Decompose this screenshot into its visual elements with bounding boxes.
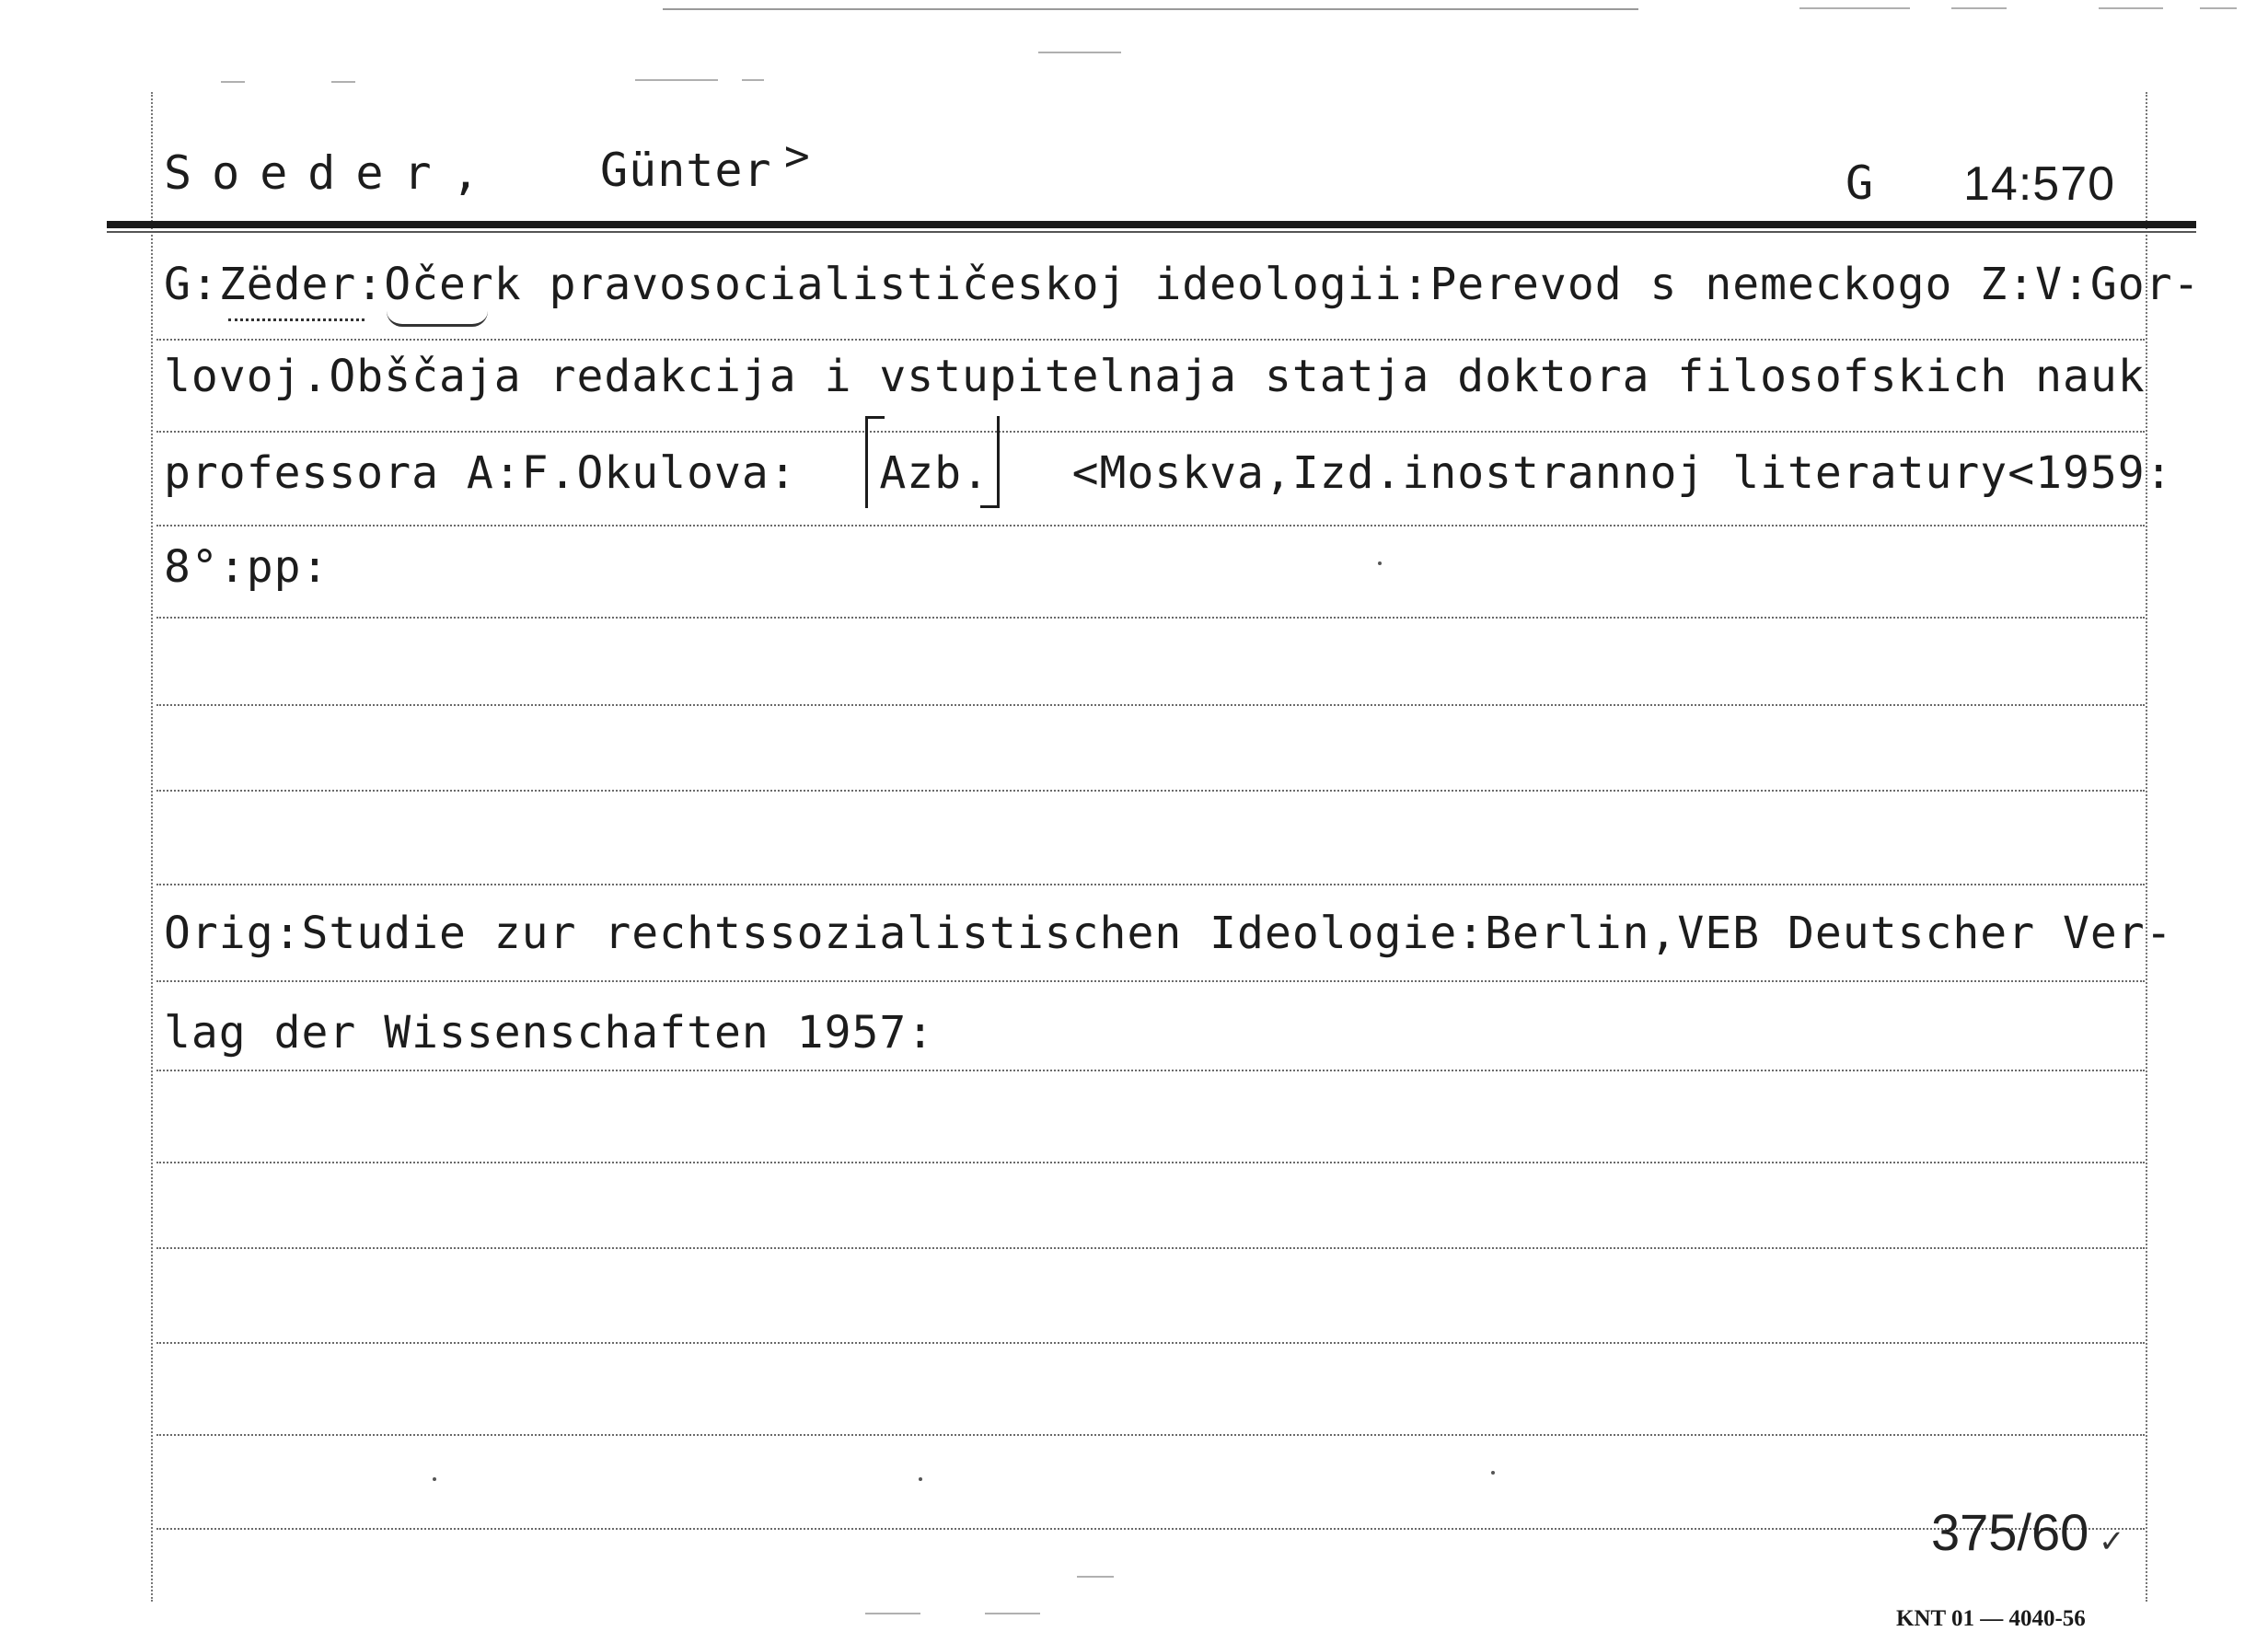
bottom-dash (985, 1613, 1040, 1614)
body-line-1: G:Zëder:Očerk pravosocialističeskoj ideologii:Perevod s nemeckogo Z:V:Gor- (164, 259, 2201, 310)
handwritten-accession-number: 375/60 (1931, 1503, 2089, 1561)
speck (1491, 1471, 1495, 1475)
check-mark-icon: ✓ (2099, 1524, 2125, 1559)
top-dash (1799, 7, 1910, 9)
form-code: KNT 01 — 4040-56 (1896, 1606, 2086, 1631)
ruled-line (156, 1434, 2145, 1436)
top-dash (331, 81, 355, 83)
underline-mark (228, 318, 364, 321)
top-dash (1038, 52, 1121, 53)
right-margin-line (2146, 92, 2147, 1602)
bottom-dash (1077, 1576, 1114, 1578)
left-margin-line (151, 92, 153, 1602)
ruled-line (156, 980, 2145, 982)
ruled-line (156, 1247, 2145, 1249)
ruled-line (156, 704, 2145, 706)
heading-rule (107, 221, 2196, 228)
speck (433, 1477, 436, 1481)
call-number-prefix: G (1846, 156, 1875, 210)
ruled-line (156, 431, 2145, 433)
orig-line-2: lag der Wissenschaften 1957: (164, 1007, 935, 1059)
bottom-dash (865, 1613, 920, 1614)
speck (1378, 561, 1382, 565)
body-line-3: professora A:F.Okulova: Azb. <Moskva,Izd.inostrannoj literatury<1959: (164, 447, 2173, 499)
body-line-4: 8°:pp: (164, 541, 330, 593)
handwritten-swoosh (387, 311, 488, 327)
ruled-line (156, 525, 2145, 526)
ruled-line (156, 1162, 2145, 1163)
azb-bracket-box (865, 416, 1000, 508)
ruled-line (156, 790, 2145, 792)
ruled-line (156, 1342, 2145, 1344)
top-dash (1951, 7, 2007, 9)
ruled-line (156, 884, 2145, 885)
top-dash (635, 79, 718, 81)
ruled-line (156, 617, 2145, 619)
ruled-line (156, 339, 2145, 341)
top-dash (2099, 7, 2163, 9)
top-dash (2200, 7, 2237, 9)
top-rule (663, 8, 1638, 10)
handwritten-mark: > (784, 131, 811, 180)
author-first-name: Günter (600, 144, 772, 197)
ruled-line (156, 1528, 2145, 1530)
author-surname: Soeder, (164, 146, 500, 200)
top-dash (221, 81, 245, 83)
speck (919, 1477, 922, 1481)
orig-line-1: Orig:Studie zur rechtssozialistischen Ideologie:Berlin,VEB Deutscher Ver- (164, 908, 2173, 959)
top-dash (742, 79, 764, 81)
heading-rule-thin (107, 231, 2196, 233)
body-line-2: lovoj.Obščaja redakcija i vstupitelnaja statja doktora filosofskich nauk (164, 351, 2146, 402)
call-number: 14:570 (1963, 157, 2116, 211)
ruled-line (156, 1070, 2145, 1071)
